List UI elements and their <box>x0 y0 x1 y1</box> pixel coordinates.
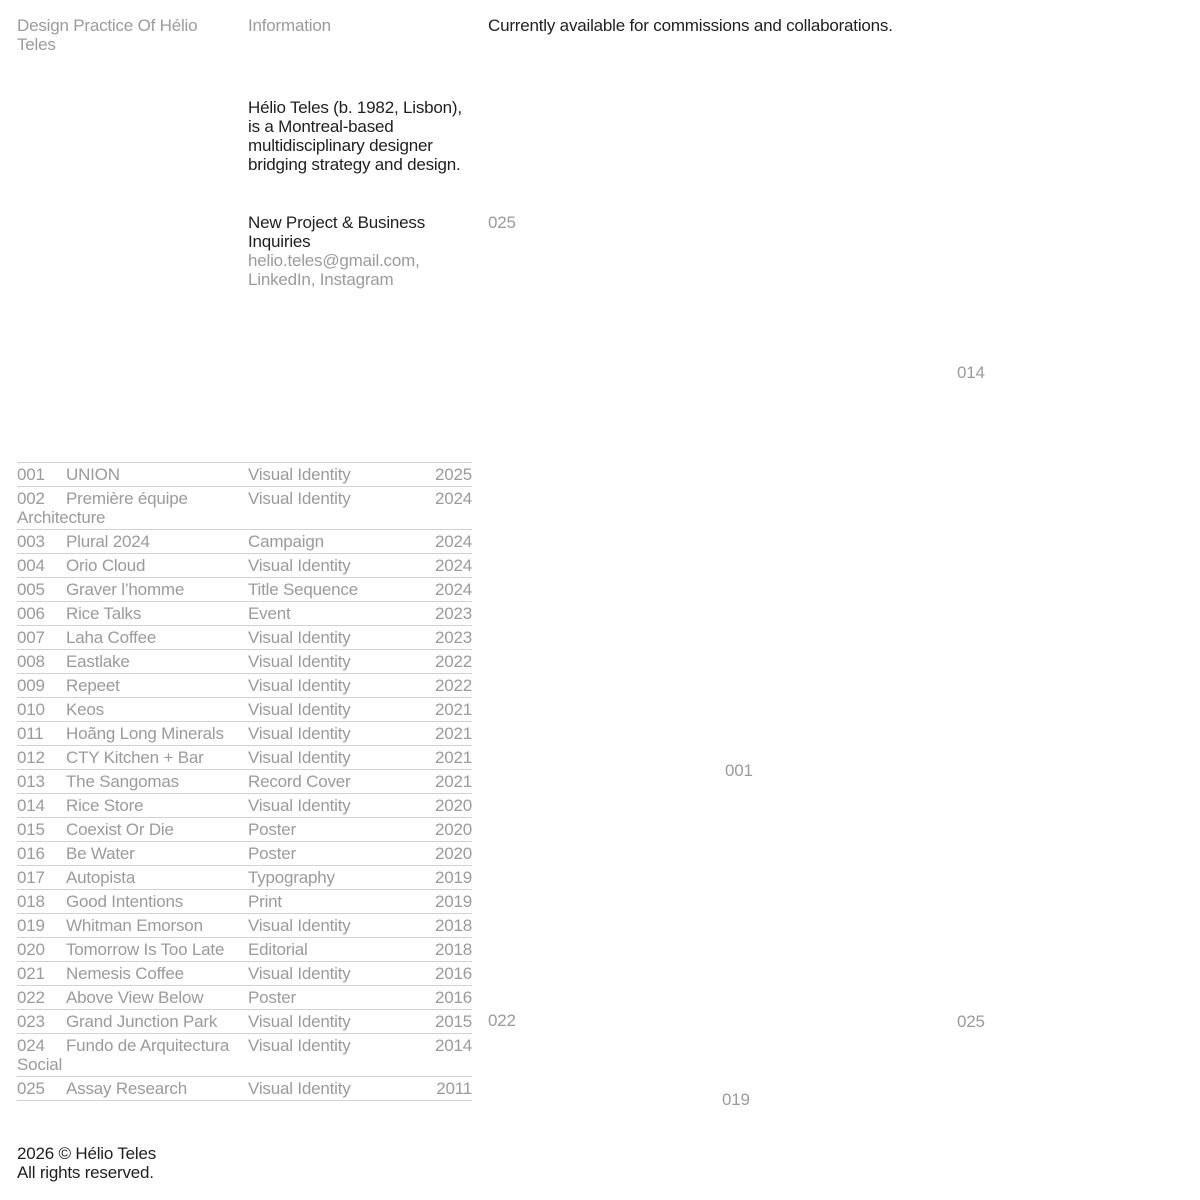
project-type: Visual Identity <box>248 1079 351 1098</box>
project-year: 2020 <box>434 796 472 815</box>
project-row[interactable] <box>17 463 472 487</box>
project-year: 2023 <box>434 604 472 623</box>
project-title: Autopista <box>66 868 136 887</box>
project-title-cell <box>17 916 242 935</box>
project-title-cell <box>17 1036 242 1074</box>
project-number: 009 <box>17 676 45 695</box>
information-link[interactable]: Information <box>248 16 331 35</box>
project-type: Visual Identity <box>248 465 351 484</box>
project-title: Grand Junction Park <box>66 1012 218 1031</box>
project-year: 2024 <box>434 556 472 575</box>
project-year: 2020 <box>434 820 472 839</box>
floating-project-number[interactable]: 025 <box>957 1012 985 1031</box>
floating-project-number[interactable]: 022 <box>488 1011 516 1030</box>
project-title-cell <box>17 964 242 983</box>
project-row[interactable] <box>17 698 472 722</box>
floating-project-number[interactable]: 014 <box>957 363 985 382</box>
project-number: 005 <box>17 580 45 599</box>
project-type: Poster <box>248 820 296 839</box>
project-title-cell <box>17 1079 242 1098</box>
footer <box>17 1144 156 1182</box>
project-title-cell <box>17 892 242 911</box>
project-year: 2018 <box>434 940 472 959</box>
project-type: Visual Identity <box>248 964 351 983</box>
project-title: Graver l’homme <box>66 580 185 599</box>
project-title-cell <box>17 556 242 575</box>
project-type: Visual Identity <box>248 1012 351 1031</box>
project-type: Visual Identity <box>248 724 351 743</box>
project-row[interactable] <box>17 914 472 938</box>
project-title: Laha Coffee <box>66 628 157 647</box>
project-number: 024 <box>17 1036 45 1055</box>
project-type: Typography <box>248 868 335 887</box>
project-title: The Sangomas <box>66 772 179 791</box>
project-type: Visual Identity <box>248 796 351 815</box>
project-number: 016 <box>17 844 45 863</box>
project-title: Tomorrow Is Too Late <box>66 940 225 959</box>
project-title: Be Water <box>66 844 135 863</box>
project-title: Rice Talks <box>66 604 142 623</box>
project-title-cell <box>17 700 242 719</box>
project-title-cell <box>17 940 242 959</box>
project-title: Première équipe Architecture <box>17 489 188 527</box>
project-row[interactable] <box>17 602 472 626</box>
project-row[interactable] <box>17 650 472 674</box>
contact-links: helio.teles@gmail.com, LinkedIn, Instagram <box>248 251 420 289</box>
project-type: Visual Identity <box>248 676 351 695</box>
project-title-cell <box>17 1012 242 1031</box>
bio-text: Hélio Teles (b. 1982, Lisbon), is a Montreal-based multidisciplinary designer bridging strategy and design. <box>248 98 462 174</box>
project-type: Visual Identity <box>248 700 351 719</box>
project-number: 022 <box>17 988 45 1007</box>
project-number: 004 <box>17 556 45 575</box>
project-title: Repeet <box>66 676 120 695</box>
project-title-cell <box>17 820 242 839</box>
project-title: Eastlake <box>66 652 130 671</box>
project-row[interactable] <box>17 1077 472 1101</box>
email-link[interactable]: helio.teles@gmail.com <box>248 251 416 270</box>
inquiries-heading: New Project & Business Inquiries <box>248 213 426 251</box>
project-year: 2024 <box>434 489 472 508</box>
project-title-cell <box>17 628 242 647</box>
project-number: 007 <box>17 628 45 647</box>
project-type: Visual Identity <box>248 489 351 508</box>
project-row[interactable] <box>17 578 472 602</box>
project-title: Whitman Emorson <box>66 916 203 935</box>
copyright-text: 2026 © Hélio Teles <box>17 1144 157 1163</box>
project-type: Record Cover <box>248 772 351 791</box>
instagram-link[interactable]: Instagram <box>319 270 394 289</box>
project-title: Hoãng Long Minerals <box>66 724 224 743</box>
project-title: CTY Kitchen + Bar <box>66 748 204 767</box>
project-row[interactable] <box>17 1010 472 1034</box>
project-type: Visual Identity <box>248 748 351 767</box>
project-title: Nemesis Coffee <box>66 964 184 983</box>
project-number: 006 <box>17 604 45 623</box>
project-type: Visual Identity <box>248 652 351 671</box>
project-type: Campaign <box>248 532 324 551</box>
project-row[interactable] <box>17 794 472 818</box>
project-title-cell <box>17 772 242 791</box>
project-title-cell <box>17 844 242 863</box>
project-number: 003 <box>17 532 45 551</box>
project-number: 013 <box>17 772 45 791</box>
project-year: 2024 <box>434 532 472 551</box>
project-year: 2025 <box>434 465 472 484</box>
project-type: Visual Identity <box>248 916 351 935</box>
project-row[interactable] <box>17 746 472 770</box>
inquiries-block <box>248 213 463 289</box>
project-year: 2016 <box>434 988 472 1007</box>
project-title-cell <box>17 724 242 743</box>
project-year: 2016 <box>434 964 472 983</box>
project-type: Visual Identity <box>248 1036 351 1055</box>
project-number: 023 <box>17 1012 45 1031</box>
project-title-cell <box>17 676 242 695</box>
project-year: 2021 <box>434 748 472 767</box>
project-title: Plural 2024 <box>66 532 150 551</box>
project-title: UNION <box>66 465 120 484</box>
project-index-table <box>17 462 472 1101</box>
linkedin-link[interactable]: LinkedIn <box>248 270 311 289</box>
project-number: 021 <box>17 964 45 983</box>
project-year: 2011 <box>436 1079 472 1098</box>
rights-text: All rights reserved. <box>17 1163 154 1182</box>
floating-project-number[interactable]: 019 <box>722 1090 750 1109</box>
project-year: 2019 <box>434 868 472 887</box>
project-number: 015 <box>17 820 45 839</box>
project-title: Rice Store <box>66 796 144 815</box>
project-year: 2021 <box>434 724 472 743</box>
project-number: 010 <box>17 700 45 719</box>
project-title-cell <box>17 748 242 767</box>
project-number: 008 <box>17 652 45 671</box>
project-number: 017 <box>17 868 45 887</box>
project-row[interactable] <box>17 626 472 650</box>
project-title-cell <box>17 532 242 551</box>
project-type: Print <box>248 892 282 911</box>
project-title: Assay Research <box>66 1079 187 1098</box>
project-title: Fundo de Arquitectura Social <box>17 1036 230 1074</box>
project-title-cell <box>17 489 242 527</box>
project-number: 019 <box>17 916 45 935</box>
site-title[interactable]: Design Practice Of Hélio Teles <box>17 16 198 54</box>
project-title: Keos <box>66 700 104 719</box>
floating-project-number[interactable]: 001 <box>725 761 753 780</box>
project-number: 002 <box>17 489 45 508</box>
project-number: 025 <box>17 1079 45 1098</box>
project-type: Visual Identity <box>248 556 351 575</box>
project-title-cell <box>17 796 242 815</box>
project-year: 2018 <box>434 916 472 935</box>
project-row[interactable] <box>17 554 472 578</box>
project-title-cell <box>17 580 242 599</box>
project-row[interactable] <box>17 674 472 698</box>
project-number: 014 <box>17 796 45 815</box>
project-number: 020 <box>17 940 45 959</box>
project-type: Poster <box>248 844 296 863</box>
project-row[interactable] <box>17 487 472 530</box>
project-number: 018 <box>17 892 45 911</box>
project-title: Above View Below <box>66 988 204 1007</box>
project-year: 2022 <box>434 652 472 671</box>
project-year: 2015 <box>434 1012 472 1031</box>
project-row[interactable] <box>17 1034 472 1077</box>
project-year: 2023 <box>434 628 472 647</box>
project-row[interactable] <box>17 986 472 1010</box>
project-title: Good Intentions <box>66 892 184 911</box>
project-year: 2021 <box>434 700 472 719</box>
project-type: Poster <box>248 988 296 1007</box>
floating-project-number[interactable]: 025 <box>488 213 516 232</box>
project-type: Event <box>248 604 291 623</box>
project-year: 2024 <box>434 580 472 599</box>
project-year: 2020 <box>434 844 472 863</box>
project-number: 001 <box>17 465 45 484</box>
project-year: 2021 <box>434 772 472 791</box>
project-title-cell <box>17 604 242 623</box>
project-year: 2014 <box>434 1036 472 1055</box>
project-title: Orio Cloud <box>66 556 146 575</box>
project-year: 2022 <box>434 676 472 695</box>
project-row[interactable] <box>17 938 472 962</box>
project-title-cell <box>17 988 242 1007</box>
project-row[interactable] <box>17 890 472 914</box>
project-number: 012 <box>17 748 45 767</box>
project-title: Coexist Or Die <box>66 820 174 839</box>
project-row[interactable] <box>17 962 472 986</box>
project-row[interactable] <box>17 818 472 842</box>
project-type: Editorial <box>248 940 308 959</box>
project-type: Visual Identity <box>248 628 351 647</box>
project-row[interactable] <box>17 866 472 890</box>
project-title-cell <box>17 652 242 671</box>
project-title-cell <box>17 868 242 887</box>
project-number: 011 <box>17 724 44 743</box>
project-row[interactable] <box>17 842 472 866</box>
availability-notice: Currently available for commissions and collaborations. <box>488 16 893 35</box>
project-type: Title Sequence <box>248 580 358 599</box>
project-row[interactable] <box>17 722 472 746</box>
project-title-cell <box>17 465 242 484</box>
project-row[interactable] <box>17 770 472 794</box>
project-year: 2019 <box>434 892 472 911</box>
project-row[interactable] <box>17 530 472 554</box>
